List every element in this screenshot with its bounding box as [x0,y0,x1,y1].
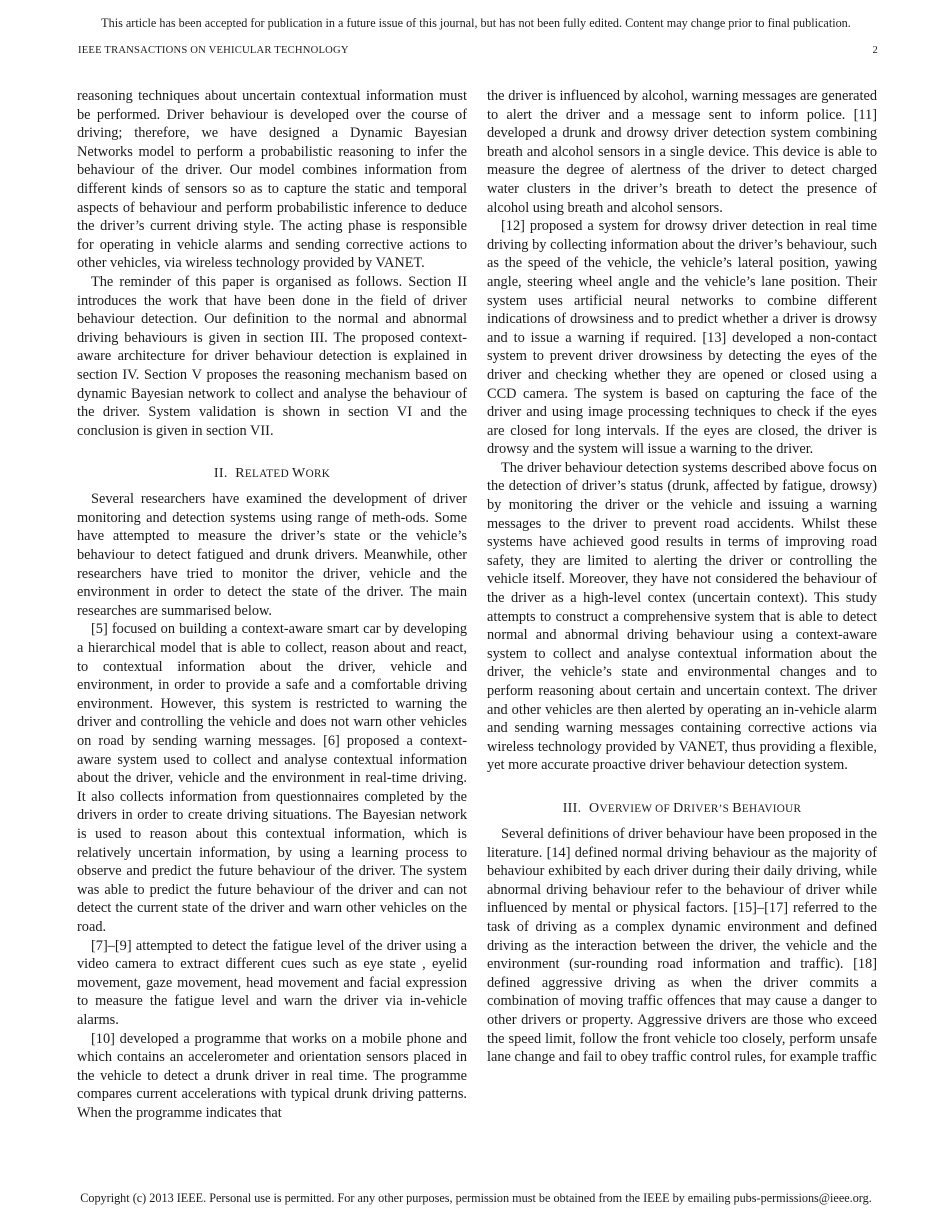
section-heading-related-work: II. RELATED WORK [213,466,331,482]
running-head [78,44,878,58]
left-column [77,87,467,1122]
paragraph: [5] focused on building a context-aware smart car by developing a hierarchical model that is able to collect, reason about and react, to contextual information about the driver, vehicle and environment, in order to provide a safe and a comfortable driving environment. However, this system is restricted to warning the driver and controlling the vehicle and does not warn other vehicles on road by sending warning messages. [6] proposed a context-aware system used to collect and analyse contextual information about the driver, vehicle and the environment in real-time driving. It also collects information from questionnaires completed by the drivers in order to create driving situations. The Bayesian network is used to reason about this contextual information, which is relatively uncertain information, by using a learning process to observe and predict the future behaviour of the driver. The system was able to predict the future behaviour of the driver and can not detect the current state of the driver and warn other vehicles on the road. [77,621,467,935]
right-column [487,87,877,1067]
section-heading-driver-behaviour: III. OVERVIEW OF DRIVER’S BEHAVIOUR [562,800,802,816]
journal-name: IEEE TRANSACTIONS ON VEHICULAR TECHNOLOGY [78,45,349,56]
paragraph: Several researchers have examined the development of driver monitoring and detection systems using range of meth-ods. Some have attempted to measure the driver’s state or the vehicle’s behaviour to detect fatigued and drunk drivers. Meanwhile, other researchers have tried to monitor the driver, vehicle and the environment in order to detect the state of the driver. The main researches are summarised below. [77,491,467,619]
paragraph: The reminder of this paper is organised as follows. Section II introduces the work that have been done in the field of driver behaviour detection. Our definition to the normal and abnormal driving behaviours is given in section III. The proposed context-aware architecture for driver behaviour detection is explained in section IV. Section V proposes the reasoning mechanism based on dynamic Bayesian network to collect and analyse the behaviour of the driver. System validation is shown in section VI and the conclusion is given in section VII. [77,273,467,439]
paragraph: [12] proposed a system for drowsy driver detection in real time driving by collecting information about the driver’s behaviour, such as the speed of the vehicle, the vehicle’s lateral position, yawing angle, steering wheel angle and the vehicle’s lane position. Their system uses artificial neural networks to combine different indications of drowsiness and to predict whether a driver is drowsy and to issue a warning if required. [13] developed a non-contact system to prevent driver drowsiness by detecting the eyes of the driver and checking whether they are opened or closed using a CCD camera. The system is based on capturing the face of the driver and using image processing techniques to check if the eyes are closed for long intervals. If the eyes are closed, the driver is drowsy and the system will issue a warning to the driver. [487,218,877,458]
paragraph: The driver behaviour detection systems described above focus on the detection of driver’s status (drunk, affected by fatigue, drowsy) by monitoring the driver or the vehicle and issuing a warning messages to the driver to prevent road accidents. Whilst these systems have achieved good results in terms of improving road safety, they are limited to alerting the driver or controlling the vehicle itself. Moreover, they have not considered the behaviour of the driver as a high-level contex (uncertain context). This study attempts to construct a comprehensive system that is able to detect normal and abnormal driving behaviour using a context-aware system to collect and analyse contextual information about the driver, the vehicle’s state and environmental changes and to perform reasoning about certain and uncertain context. The driver and other vehicles are then alerted by operating an in-vehicle alarm and sending warning messages containing corrective actions via wireless technology provided by VANET, thus providing a flexible, yet more accurate proactive driver behaviour detection system. [487,459,877,774]
paragraph: the driver is influenced by alcohol, warning messages are generated to alert the driver and a message sent to inform police. [11] developed a drunk and drowsy driver detection system combining breath and alcohol sensors in a single device. This device is able to measure the degree of alertness of the driver to detect charged water clusters in the driver’s breath to detect the presence of alcohol using breath and alcohol sensors. [487,88,877,216]
paragraph: reasoning techniques about uncertain contextual information must be performed. Driver behaviour is developed over the course of driving; therefore, we have designed a Dynamic Bayesian Networks model to perform a probabilistic reasoning to infer the behaviour of the driver. Our model combines information from different kinds of sensors so as to capture the static and temporal aspects of behaviour and perform probabilistic inference to deduce the driver’s current driving style. The acting phase is responsible for operating in vehicle alarms and sending corrective actions to other vehicles, via wireless technology provided by VANET. [77,88,467,272]
paragraph: [10] developed a programme that works on a mobile phone and which contains an accelerometer and orientation sensors placed in the vehicle to detect a drunk driver in real time. The programme compares current accelerations with typical drunk driving patterns. When the programme indicates that [77,1030,467,1121]
publication-notice: This article has been accepted for publication in a future issue of this journal, but has not been fully edited. Content may change prior to final publication. [101,16,851,30]
paragraph: [7]–[9] attempted to detect the fatigue level of the driver using a video camera to extract different cues such as eye state , eyelid movement, gaze movement, head movement and facial expression to measure the fatigue level and warn the driver via in-vehicle alarms. [77,937,467,1028]
copyright-footer: Copyright (c) 2013 IEEE. Personal use is permitted. For any other purposes, permission must be obtained from the IEEE by emailing pubs-permissions@ieee.org. [80,1191,872,1205]
paragraph: Several definitions of driver behaviour have been proposed in the literature. [14] defined normal driving behaviour as the majority of behaviour exhibited by each driver during their daily driving, while abnormal driving behaviour refer to the behaviour of driver while influenced by mental or physical factors. [15]–[17] referred to the task of driving as a complex dynamic environment and defined driving as the interaction between the driver, the vehicle and the environment (sur-rounding road information and traffic). [18] defined aggressive driving as when the driver commits a combination of moving traffic offences that may cause a danger to other drivers or property. Aggressive drivers are those who exceed the speed limit, follow the front vehicle too closely, perform unsafe lane change and fail to obey traffic control rules, for example traffic [487,825,877,1066]
page-number: 2 [872,45,878,56]
